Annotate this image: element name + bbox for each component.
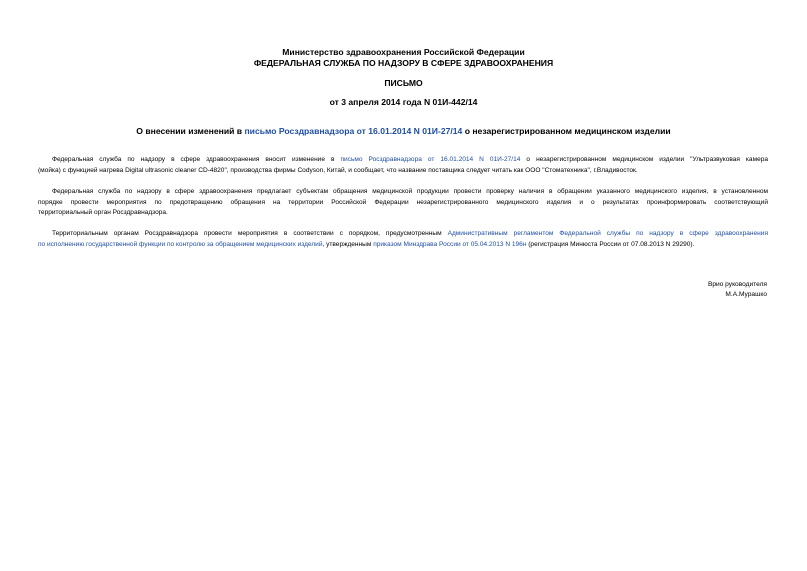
paragraph-3-line-1: Территориальным органам Росздравнадзора провести мероприятия в соответствии с порядком, предусмотренным Административным регламентом Федеральной службы по надзору в сфере здравоохранения (52, 230, 768, 237)
paragraph-1-line-1: Федеральная служба по надзору в сфере здравоохранения вносит изменение в письмо Росздравнадзора от 16.01.2014 N 01И-27/14 о незарегистрированном медицинском изделии "Ультразвуковая камера (52, 156, 768, 163)
paragraph-1-line-2: (мойка) с функцией нагрева Digital ultrasonic cleaner CD-4820", производства фирмы Codyson, Китай, и сообщает, что название поставщика следует читать как ООО "Стоматехника", г.Владивосток. (38, 166, 638, 174)
service-heading: ФЕДЕРАЛЬНАЯ СЛУЖБА ПО НАДЗОРУ В СФЕРЕ ЗДРАВООХРАНЕНИЯ (253, 58, 554, 68)
signature-position: Врио руководителя (707, 281, 767, 288)
signature-name: М.А.Мурашко (725, 291, 767, 298)
paragraph-3-line-2: по исполнению государственной функции по контролю за обращением медицинских изделий, утвержденным приказом Минздрава России от 05.04.2013 N 196н (регистрация Минюста России от 07.08.2013 N 29290). (38, 240, 695, 248)
paragraph-2 (38, 187, 768, 219)
document-date-number: от 3 апреля 2014 года N 01И-442/14 (329, 97, 478, 107)
title-prefix: О внесении изменений в (136, 126, 245, 136)
ministry-order-link[interactable]: приказом Минздрава России от 05.04.2013 N 196н (373, 240, 527, 248)
paragraph-3 (38, 229, 768, 250)
administrative-regulation-link[interactable]: Административным регламентом Федеральной службы по надзору в сфере здравоохранения (447, 230, 768, 237)
paragraph-1 (38, 155, 768, 176)
referenced-letter-link[interactable]: письмо Росздравнадзора от 16.01.2014 N 01И-27/14 (340, 156, 521, 163)
paragraph-2-line-1: Федеральная служба по надзору в сфере здравоохранения предлагает субъектам обращения медицинской продукции провести проверку наличия в обращении указанного медицинского изделия, в установленном (52, 188, 768, 195)
ministry-heading: Министерство здравоохранения Российской Федерации (282, 47, 525, 57)
paragraph-2-line-3: территориальный орган Росздравнадзора. (38, 209, 168, 217)
administrative-regulation-link-continued[interactable]: по исполнению государственной функции по контролю за обращением медицинских изделий (38, 240, 323, 248)
paragraph-2-line-2: порядке провести мероприятия по предотвращению обращения на территории Российской Федерации незарегистрированного медицинского изделия и о результатах проинформировать соответствующий (38, 198, 768, 206)
document-title (40, 126, 767, 137)
document-type: ПИСЬМО (384, 78, 423, 88)
title-suffix: о незарегистрированном медицинском изделии (462, 126, 671, 136)
title-referenced-letter-link[interactable]: письмо Росздравнадзора от 16.01.2014 N 01И-27/14 (244, 126, 463, 136)
